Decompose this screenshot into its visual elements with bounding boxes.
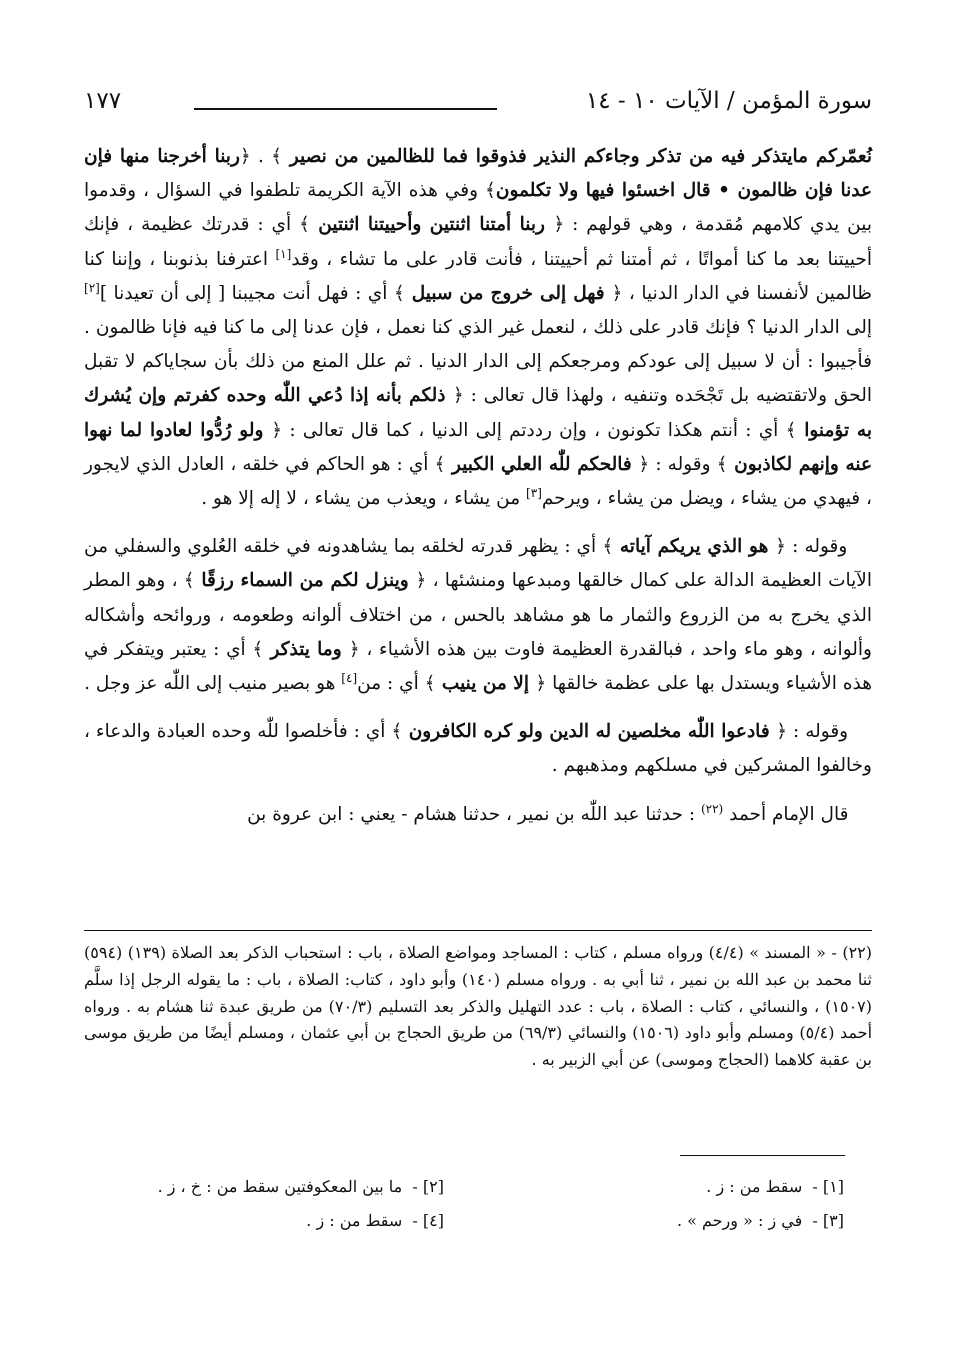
body-text: أي : فأخلصوا للّٰه وحده العبادة والدعاء ، وخالفوا المشركين في مسلكهم ومذهبهم .	[84, 721, 872, 777]
note-1	[706, 1172, 844, 1202]
body-text: أي : فهل أنت مجيبنا [ إلى أن تعيدنا ]	[99, 282, 388, 304]
body-text: أي : أنتم هكذا تكونون ، وإن رددتم إلى الدنيا ، كما قال تعالى :	[289, 419, 779, 441]
note-text: في ز : « ورحم » .	[676, 1211, 803, 1230]
body-text: اعترفنا بذنوبنا ، وإننا كنا ظالمين لأنفسنا في الدار الدنيا ،	[84, 248, 872, 304]
main-text	[84, 140, 872, 832]
body-text: أي : من	[357, 673, 419, 695]
quran-quote: ﴿ ولو رُدُّوا لعادوا لما نهوا عنه وإنهم لكاذبون ﴾	[84, 419, 872, 475]
note-ref: [١]	[275, 246, 292, 261]
quran-quote: ﴿ فهل إلى خروج من سبيل ﴾	[393, 282, 623, 304]
quran-quote: ﴿ فالحكم للّٰه العلي الكبير ﴾	[434, 453, 650, 475]
quran-quote: ﴿ هو الذي يريكم آياته ﴾	[602, 536, 786, 558]
body-text: وقوله :	[655, 453, 711, 475]
note-ref: [٢]	[84, 280, 100, 295]
quran-quote: ﴿ ربنا أمتنا اثنتين وأحييتنا اثنتين ﴾	[298, 214, 565, 236]
body-text: أي : يظهر قدرته لخلقه بما يشاهدونه في خلقه العُلوي والسفلي من الآيات العظيمة الدالة على كمال خالقها ومبدعها ومنشئها ،	[84, 536, 872, 592]
body-text: وقوله :	[793, 721, 849, 743]
footnote-divider	[84, 930, 872, 931]
body-text: أي : قدرتك عظيمة ، فإنك أحييتنا بعد ما كنا أمواتًا ، ثم أمتنا ثم أحييتنا ، فأنت قادر على ما تشاء ، وقد	[84, 214, 872, 270]
paragraph-1	[84, 140, 872, 516]
quran-quote: ﴿ربنا أخرجنا منها فإن عدنا فإن ظالمون • قال اخسئوا فيها ولا تكلمون﴾	[84, 146, 872, 202]
header-rule	[194, 108, 497, 110]
note-label: [٢] -	[412, 1177, 444, 1196]
quran-quote: ﴿ وما يتذكر ﴾	[252, 638, 360, 660]
paragraph-2	[84, 530, 872, 701]
body-text: وفي هذه الآية الكريمة تلطفوا في السؤال ، وقدموا بين يدي كلامهم مُقدمة ، وهي قولهم :	[84, 180, 872, 236]
body-text: من يشاء ، ويعذب من يشاء ، لا إله إلا هو .	[201, 488, 521, 510]
body-text: قال الإمام أحمد	[729, 803, 849, 825]
note-text: سقط من : ز .	[706, 1177, 803, 1196]
quran-quote: ﴿ ذلكم بأنه إذا دُعي اللّٰه وحده كفرتم وإن يُشرك به تؤمنوا ﴾	[84, 385, 872, 441]
page-number: ١٧٧	[84, 88, 122, 114]
note-label: [١] -	[812, 1177, 844, 1196]
note-ref: [٣]	[526, 485, 542, 500]
note-text: ما بين المعكوفتين سقط من : خ ، ز .	[157, 1177, 403, 1196]
page-header	[84, 82, 872, 126]
quran-quote: ﴿ إلا من ينيب ﴾	[424, 673, 547, 695]
quran-quote: ﴿ فادعوا اللّٰه مخلصين له الدين ولو كره الكافرون ﴾	[391, 721, 788, 743]
hadith-footnote: (٢٢) - « المسند » (٤/٤) ورواه مسلم ، كتاب : المساجد ومواضع الصلاة ، باب : استحباب الذكر بعد الصلاة (١٣٩) (٥٩٤) ثنا محمد بن عبد الله بن نمير ، ثنا أبي به . ورواه مسلم (١٤٠) وأبو داود ، كتاب: الصلاة ، باب : ما يقوله الرجل إذا سلَّم (١٥٠٧) ، والنسائي ، كتاب : الصلاة ، باب : عدد التهليل والذكر بعد التسليم (٧٠/٣) من طريق عبدة ثنا هشام به . ورواه أحمد (٥/٤) ومسلم وأبو داود (١٥٠٦) والنسائي (٦٩/٣) من طريق الحجاج بن أبي عثمان ، ومسلم أيضًا من طريق موسى بن عقبة كلاهما (الحجاج وموسى) عن أبي الزبير به .	[84, 943, 873, 1070]
body-text: أي : يعتبر ويتفكر في هذه الأشياء ويستدل بها على عظمة خالقها	[84, 638, 872, 695]
paragraph-4	[84, 798, 872, 832]
notes-divider	[680, 1155, 845, 1156]
note-2	[158, 1172, 444, 1202]
body-text: إلى الدار الدنيا ؟ فإنك قادر على ذلك ، لنعمل غير الذي كنا نعمل ، فإن عدنا إلى ما كنا فيه فإنا ظالمون . فأجيبوا : أن لا سبيل إلى عودكم ومرجعكم إلى الدار الدنيا . ثم علل المنع من ذلك بأن سجاياكم لا تقبل الحق ولاتقتضيه بل تَجْحَده وتنفيه ، ولهذا قال تعالى :	[84, 317, 872, 407]
paragraph-3	[84, 715, 872, 783]
body-text: أي : هو الحاكم في خلقه ، العادل الذي لايجور ، فيهدي من يشاء ، ويضل من يشاء ، ويرحم	[84, 453, 872, 510]
hadith-ref: (٢٢)	[700, 801, 724, 816]
running-title: سورة المؤمن / الآيات ١٠ - ١٤	[585, 88, 872, 114]
body-text: هو بصير منيب إلى اللّٰه عز وجل .	[84, 673, 336, 695]
quran-quote: نُعمّركم مايتذكر فيه من تذكر وجاءكم النذير فذوقوا فما للظالمين من نصير ﴾	[271, 146, 872, 167]
body-text: وقوله :	[792, 536, 848, 558]
body-text: .	[257, 146, 264, 167]
note-text: سقط من : ز .	[306, 1211, 403, 1230]
quran-quote: ﴿ وينزل لكم من السماء رزقًا ﴾	[183, 570, 427, 592]
note-label: [٣] -	[812, 1211, 844, 1230]
note-4	[306, 1206, 444, 1236]
note-label: [٤] -	[412, 1211, 444, 1230]
note-ref: [٤]	[341, 670, 358, 685]
body-text: : حدثنا عبد اللّٰه بن نمير ، حدثنا هشام - يعني : ابن عروة بن	[247, 803, 696, 825]
body-text: ، وهو المطر الذي يخرج به من الزروع والثمار ما هو مشاهد بالحس ، من اختلاف ألوانه وطعومه ، وروائحه وأشكاله وألوانه ، وهو ماء واحد ، فبالقدرة العظيمة فاوت بين هذه الأشياء ،	[84, 570, 872, 660]
note-3	[677, 1206, 844, 1236]
